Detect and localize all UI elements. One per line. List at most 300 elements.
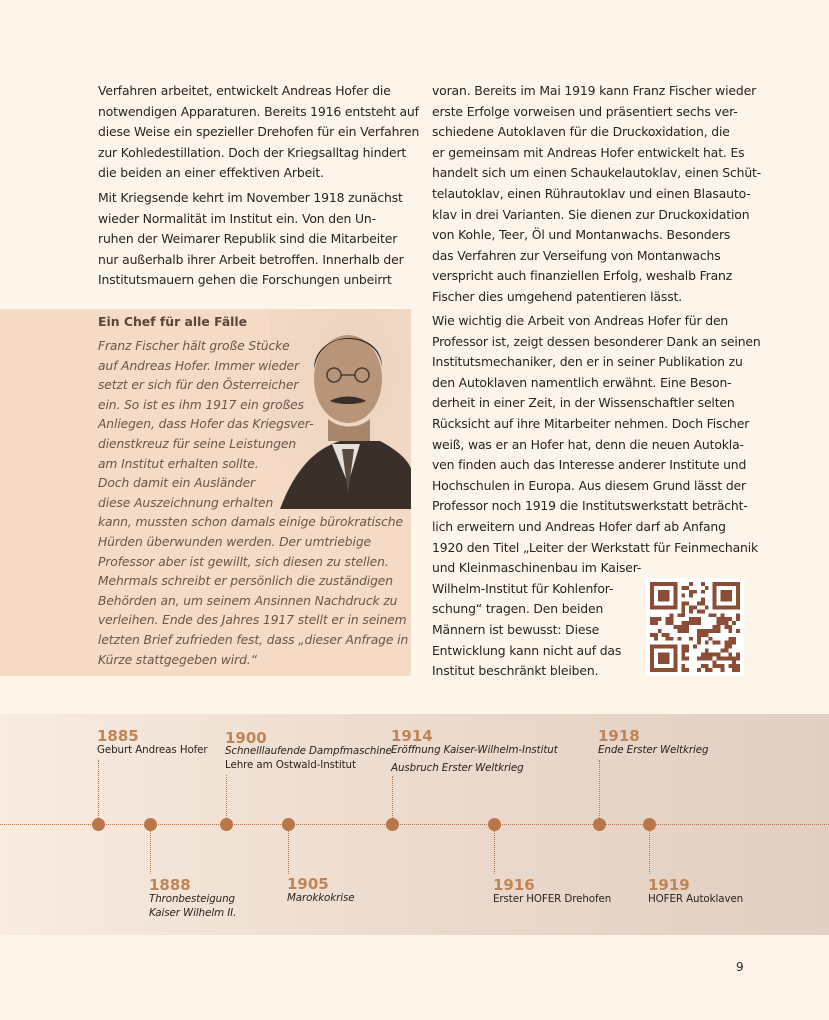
qr-module: [670, 582, 674, 586]
timeline-dot-1919: [643, 818, 656, 831]
text-line: diese Weise ein spezieller Drehofen für ein Verfahren: [98, 124, 420, 140]
text-line: nur außerhalb ihrer Arbeit betroffen. Innerhalb der: [98, 251, 404, 267]
text-line: verspricht auch finanziellen Erfolg, weshalb Franz: [432, 268, 733, 284]
text-line: lich erweitern und Andreas Hofer darf ab Anfang: [432, 518, 726, 534]
qr-module: [736, 594, 740, 598]
timeline-connector: [98, 760, 99, 818]
text-line: ven finden auch das Interesse anderer Institute und: [432, 457, 747, 473]
qr-module: [724, 590, 728, 594]
qr-module: [681, 668, 685, 672]
timeline-event-text: Ausbruch Erster Weltkrieg: [391, 762, 524, 774]
qr-module: [720, 656, 724, 660]
qr-module: [732, 660, 736, 664]
qr-module: [666, 660, 670, 664]
qr-module: [713, 590, 717, 594]
text-line: klav in drei Varianten. Sie dienen zur Druckoxidation: [432, 206, 750, 222]
timeline-year: 1916: [493, 876, 535, 894]
qr-module: [720, 668, 724, 672]
qr-module: [650, 668, 654, 672]
qr-module: [662, 652, 666, 656]
qr-module: [697, 633, 701, 637]
qr-module: [673, 598, 677, 602]
qr-module: [728, 625, 732, 629]
timeline-event-text: Kaiser Wilhelm II.: [149, 907, 237, 919]
timeline-connector: [599, 760, 600, 818]
qr-module: [670, 621, 674, 625]
qr-module: [724, 617, 728, 621]
qr-module: [720, 594, 724, 598]
qr-module: [670, 668, 674, 672]
qr-module: [705, 641, 709, 645]
qr-module: [732, 605, 736, 609]
qr-module: [681, 602, 685, 606]
text-line: erste Erfolge vorweisen und präsentiert sechs ver-: [432, 103, 738, 119]
text-line: Wilhelm-Institut für Kohlenfor-: [432, 580, 614, 596]
qr-module: [732, 637, 736, 641]
qr-module: [666, 582, 670, 586]
timeline-dot-1918: [593, 818, 606, 831]
qr-module: [732, 621, 736, 625]
qr-module: [681, 656, 685, 660]
qr-module: [689, 621, 693, 625]
text-line: Rücksicht auf ihre Mitarbeiter nehmen. Doch Fischer: [432, 415, 750, 431]
text-line: Institutsmauern gehen die Forschungen unbeirrt: [98, 272, 392, 288]
timeline-dot-1916: [488, 818, 501, 831]
qr-module: [681, 621, 685, 625]
qr-module: [701, 598, 705, 602]
qr-module: [650, 656, 654, 660]
qr-module: [654, 637, 658, 641]
qr-module: [673, 660, 677, 664]
qr-module: [673, 605, 677, 609]
qr-module: [650, 617, 654, 621]
qr-module: [713, 629, 717, 633]
text-line: handelt sich um einen Schaukelautoklav, einen Schüt-: [432, 165, 762, 181]
qr-module: [697, 629, 701, 633]
qr-module: [685, 625, 689, 629]
qr-module: [717, 582, 721, 586]
qr-module: [673, 664, 677, 668]
timeline-event-text: Thronbesteigung: [149, 893, 235, 905]
qr-module: [713, 652, 717, 656]
qr-module: [673, 602, 677, 606]
timeline-year: 1885: [97, 727, 139, 745]
qr-module: [713, 582, 717, 586]
qr-module: [681, 664, 685, 668]
qr-module: [689, 609, 693, 613]
text-line: kann, mussten schon damals einige bürokratische: [98, 515, 403, 530]
qr-module: [717, 621, 721, 625]
qr-module: [705, 605, 709, 609]
qr-module: [658, 660, 662, 664]
qr-module: [650, 582, 654, 586]
qr-module: [728, 652, 732, 656]
text-line: ein. So ist es ihm 1917 ein großes: [98, 397, 304, 412]
qr-module: [689, 582, 693, 586]
qr-module: [650, 621, 654, 625]
qr-module: [685, 602, 689, 606]
qr-module: [717, 641, 721, 645]
qr-module: [658, 590, 662, 594]
timeline-connector: [494, 830, 495, 874]
text-line: die beiden an einer effektiven Arbeit.: [98, 165, 324, 181]
qr-module: [709, 629, 713, 633]
qr-module: [732, 641, 736, 645]
qr-module: [685, 645, 689, 649]
qr-module: [666, 594, 670, 598]
qr-module: [650, 660, 654, 664]
text-line: dienstkreuz für seine Leistungen: [98, 436, 297, 451]
qr-module: [681, 613, 685, 617]
qr-module: [677, 613, 681, 617]
qr-module: [658, 598, 662, 602]
qr-module: [701, 664, 705, 668]
qr-module: [717, 652, 721, 656]
qr-module: [658, 629, 662, 633]
text-line: Professor aber ist gewillt, sich diesen zu stellen.: [98, 554, 389, 569]
timeline-year: 1918: [598, 727, 640, 745]
qr-module: [666, 590, 670, 594]
qr-module: [732, 664, 736, 668]
timeline-connector: [288, 830, 289, 874]
qr-module: [689, 637, 693, 641]
qr-module: [689, 594, 693, 598]
qr-module: [728, 605, 732, 609]
qr-module: [662, 656, 666, 660]
qr-module: [717, 617, 721, 621]
text-line: Männern ist bewusst: Diese: [432, 621, 600, 637]
qr-module: [736, 582, 740, 586]
timeline-connector: [150, 830, 151, 874]
qr-module: [681, 605, 685, 609]
qr-module: [705, 629, 709, 633]
qr-module: [717, 629, 721, 633]
qr-module: [650, 590, 654, 594]
qr-module: [662, 594, 666, 598]
qr-module: [705, 649, 709, 653]
qr-module: [728, 641, 732, 645]
qr-module: [654, 668, 658, 672]
timeline-dot-1900: [220, 818, 233, 831]
qr-module: [720, 649, 724, 653]
qr-module: [724, 621, 728, 625]
text-line: Professor ist, zeigt dessen besonderer Dank an seinen: [432, 333, 761, 349]
text-line: setzt er sich für den Österreicher: [98, 378, 299, 393]
qr-module: [717, 656, 721, 660]
qr-module: [736, 605, 740, 609]
qr-module: [673, 594, 677, 598]
text-line: notwendigen Apparaturen. Bereits 1916 entsteht auf: [98, 103, 419, 119]
qr-module: [724, 649, 728, 653]
qr-module: [697, 641, 701, 645]
qr-module: [670, 617, 674, 621]
qr-module: [685, 668, 689, 672]
qr-module: [736, 664, 740, 668]
qr-module: [693, 605, 697, 609]
timeline-event-text: HOFER Autoklaven: [648, 893, 744, 905]
qr-module: [662, 645, 666, 649]
timeline-year: 1905: [287, 875, 329, 893]
qr-module: [720, 613, 724, 617]
qr-module: [697, 617, 701, 621]
qr-module: [709, 652, 713, 656]
qr-module: [697, 668, 701, 672]
text-line: Anliegen, dass Hofer das Kriegsver-: [98, 417, 314, 432]
qr-module: [724, 598, 728, 602]
qr-module: [697, 621, 701, 625]
text-line: Behörden an, um seinem Ansinnen Nachdruck zu: [98, 593, 398, 608]
qr-module: [666, 668, 670, 672]
right-paragraph-1: [432, 81, 761, 308]
qr-module: [728, 629, 732, 633]
qr-module: [673, 668, 677, 672]
qr-module: [709, 613, 713, 617]
qr-module: [717, 625, 721, 629]
qr-module: [677, 625, 681, 629]
timeline-dot-1914: [386, 818, 399, 831]
qr-module: [697, 602, 701, 606]
qr-module: [705, 656, 709, 660]
qr-module: [701, 602, 705, 606]
qr-module: [728, 637, 732, 641]
text-line: zur Kohledestillation. Doch der Kriegsalltag hindert: [98, 144, 407, 160]
text-line: Verfahren arbeitet, entwickelt Andreas Hofer die: [98, 83, 391, 98]
qr-module: [736, 617, 740, 621]
left-paragraph-1: [98, 81, 419, 184]
qr-module: [662, 590, 666, 594]
qr-module: [666, 637, 670, 641]
qr-module: [720, 590, 724, 594]
qr-module: [705, 668, 709, 672]
qr-module: [681, 652, 685, 656]
qr-module: [713, 594, 717, 598]
qr-module: [650, 586, 654, 590]
text-line: Kürze stattgegeben wird.“: [98, 652, 257, 667]
qr-module: [654, 617, 658, 621]
timeline-event-text: Geburt Andreas Hofer: [97, 744, 208, 756]
qr-module: [681, 625, 685, 629]
qr-module: [720, 582, 724, 586]
qr-module: [728, 656, 732, 660]
qr-module: [658, 582, 662, 586]
qr-module: [736, 602, 740, 606]
text-line: und Kleinmaschinenbau im Kaiser-: [432, 560, 642, 576]
qr-module: [693, 621, 697, 625]
qr-module: [658, 656, 662, 660]
qr-module: [662, 633, 666, 637]
qr-module: [673, 625, 677, 629]
qr-module: [681, 594, 685, 598]
qr-module: [728, 594, 732, 598]
qr-module: [673, 656, 677, 660]
qr-module: [736, 656, 740, 660]
qr-module: [728, 664, 732, 668]
text-line: Franz Fischer hält große Stücke: [98, 339, 290, 353]
qr-module: [685, 649, 689, 653]
text-line: auf Andreas Hofer. Immer wieder: [98, 358, 299, 373]
qr-module: [697, 609, 701, 613]
qr-module: [670, 645, 674, 649]
qr-module: [701, 629, 705, 633]
qr-module: [709, 637, 713, 641]
qr-module: [697, 637, 701, 641]
qr-module: [689, 605, 693, 609]
qr-module: [689, 617, 693, 621]
qr-module: [654, 621, 658, 625]
qr-module: [666, 656, 670, 660]
qr-module: [728, 582, 732, 586]
text-line: Mit Kriegsende kehrt im November 1918 zunächst: [98, 190, 403, 205]
qr-module: [658, 652, 662, 656]
text-line: schung“ tragen. Den beiden: [432, 601, 604, 617]
qr-module: [701, 582, 705, 586]
text-line: voran. Bereits im Mai 1919 kann Franz Fischer wieder: [432, 83, 757, 98]
text-line: Institutsmechaniker, den er in seiner Publikation zu: [432, 354, 743, 370]
qr-module: [673, 590, 677, 594]
qr-module: [693, 645, 697, 649]
qr-module: [677, 637, 681, 641]
qr-module: [685, 586, 689, 590]
qr-module: [736, 590, 740, 594]
qr-module: [717, 605, 721, 609]
qr-module: [720, 664, 724, 668]
qr-module: [650, 652, 654, 656]
qr-module: [666, 598, 670, 602]
qr-module: [662, 605, 666, 609]
qr-module: [666, 652, 670, 656]
timeline-year: 1900: [225, 729, 267, 747]
qr-module: [720, 621, 724, 625]
page-number: 9: [736, 960, 744, 974]
qr-module: [728, 590, 732, 594]
qr-module: [685, 629, 689, 633]
qr-module: [732, 582, 736, 586]
timeline-year: 1914: [391, 727, 433, 745]
qr-module: [666, 633, 670, 637]
qr-module: [666, 645, 670, 649]
qr-module: [713, 586, 717, 590]
qr-module: [705, 633, 709, 637]
qr-module: [666, 617, 670, 621]
timeline-dot-1905: [282, 818, 295, 831]
qr-module: [685, 656, 689, 660]
qr-module: [724, 625, 728, 629]
qr-module: [673, 645, 677, 649]
text-line: Mehrmals schreibt er persönlich die zuständigen: [98, 574, 393, 589]
qr-module: [673, 652, 677, 656]
qr-module: [713, 664, 717, 668]
qr-module: [650, 602, 654, 606]
qr-module: [654, 633, 658, 637]
qr-module: [662, 598, 666, 602]
text-line: Hürden überwunden werden. Der umtriebige: [98, 534, 371, 549]
qr-module: [658, 668, 662, 672]
text-line: letzten Brief zufrieden fest, dass „dieser Anfrage in: [98, 632, 409, 647]
qr-module: [666, 605, 670, 609]
qr-module: [654, 582, 658, 586]
qr-module: [736, 668, 740, 672]
qr-module: [701, 609, 705, 613]
qr-module: [650, 645, 654, 649]
qr-module: [673, 582, 677, 586]
qr-module: [670, 613, 674, 617]
qr-code[interactable]: [645, 578, 745, 676]
qr-module: [654, 605, 658, 609]
text-line: Wie wichtig die Arbeit von Andreas Hofer für den: [432, 313, 729, 328]
qr-module: [681, 629, 685, 633]
text-line: Institut beschränkt bleiben.: [432, 663, 599, 679]
timeline-connector: [226, 775, 227, 818]
qr-module: [713, 641, 717, 645]
qr-module: [662, 660, 666, 664]
qr-module: [724, 605, 728, 609]
qr-module: [689, 590, 693, 594]
text-line: derheit in einer Zeit, in der Wissenschaftler selten: [432, 395, 735, 411]
qr-module: [724, 656, 728, 660]
text-line: Entwicklung kann nicht auf das: [432, 642, 622, 658]
qr-module: [662, 668, 666, 672]
text-line: wieder Normalität im Institut ein. Von den Un-: [98, 210, 376, 226]
timeline-event-text: Marokkokrise: [287, 892, 355, 904]
qr-module: [701, 656, 705, 660]
qr-module: [650, 664, 654, 668]
qr-module: [736, 629, 740, 633]
qr-module: [705, 664, 709, 668]
text-line: diese Auszeichnung erhalten: [98, 495, 274, 510]
qr-module: [681, 586, 685, 590]
qr-module: [673, 586, 677, 590]
qr-module: [701, 590, 705, 594]
qr-module: [650, 633, 654, 637]
qr-module: [666, 621, 670, 625]
qr-module: [658, 617, 662, 621]
text-line: er gemeinsam mit Andreas Hofer entwickelt hat. Es: [432, 144, 745, 160]
qr-module: [650, 605, 654, 609]
qr-module: [736, 652, 740, 656]
qr-module: [658, 605, 662, 609]
text-line: von Kohle, Teer, Öl und Montanwachs. Besonders: [432, 227, 731, 243]
qr-module: [677, 629, 681, 633]
qr-module: [728, 598, 732, 602]
qr-module: [732, 656, 736, 660]
qr-module: [705, 586, 709, 590]
text-line: weiß, was er an Hofer hat, denn die neuen Autokla-: [432, 436, 744, 452]
qr-module: [713, 605, 717, 609]
qr-module: [681, 609, 685, 613]
qr-module: [736, 586, 740, 590]
qr-module: [728, 645, 732, 649]
timeline-event-text: Eröffnung Kaiser-Wilhelm-Institut: [391, 744, 558, 756]
qr-module: [713, 625, 717, 629]
qr-module: [713, 613, 717, 617]
timeline-dot-1888: [144, 818, 157, 831]
text-line: das Verfahren zur Verseifung von Montanwachs: [432, 247, 721, 263]
qr-module: [717, 664, 721, 668]
timeline-year: 1888: [149, 876, 191, 894]
timeline-dot-1885: [92, 818, 105, 831]
qr-module: [713, 602, 717, 606]
text-line: Doch damit ein Ausländer: [98, 476, 255, 491]
qr-module: [654, 645, 658, 649]
qr-module: [720, 598, 724, 602]
qr-module: [670, 637, 674, 641]
text-line: Professor noch 1919 die Institutswerkstatt beträcht-: [432, 498, 748, 514]
qr-module: [705, 652, 709, 656]
qr-module: [693, 617, 697, 621]
qr-module: [709, 668, 713, 672]
text-line: 1920 den Titel „Leiter der Werkstatt für Feinmechanik: [432, 539, 759, 555]
qr-module: [681, 649, 685, 653]
